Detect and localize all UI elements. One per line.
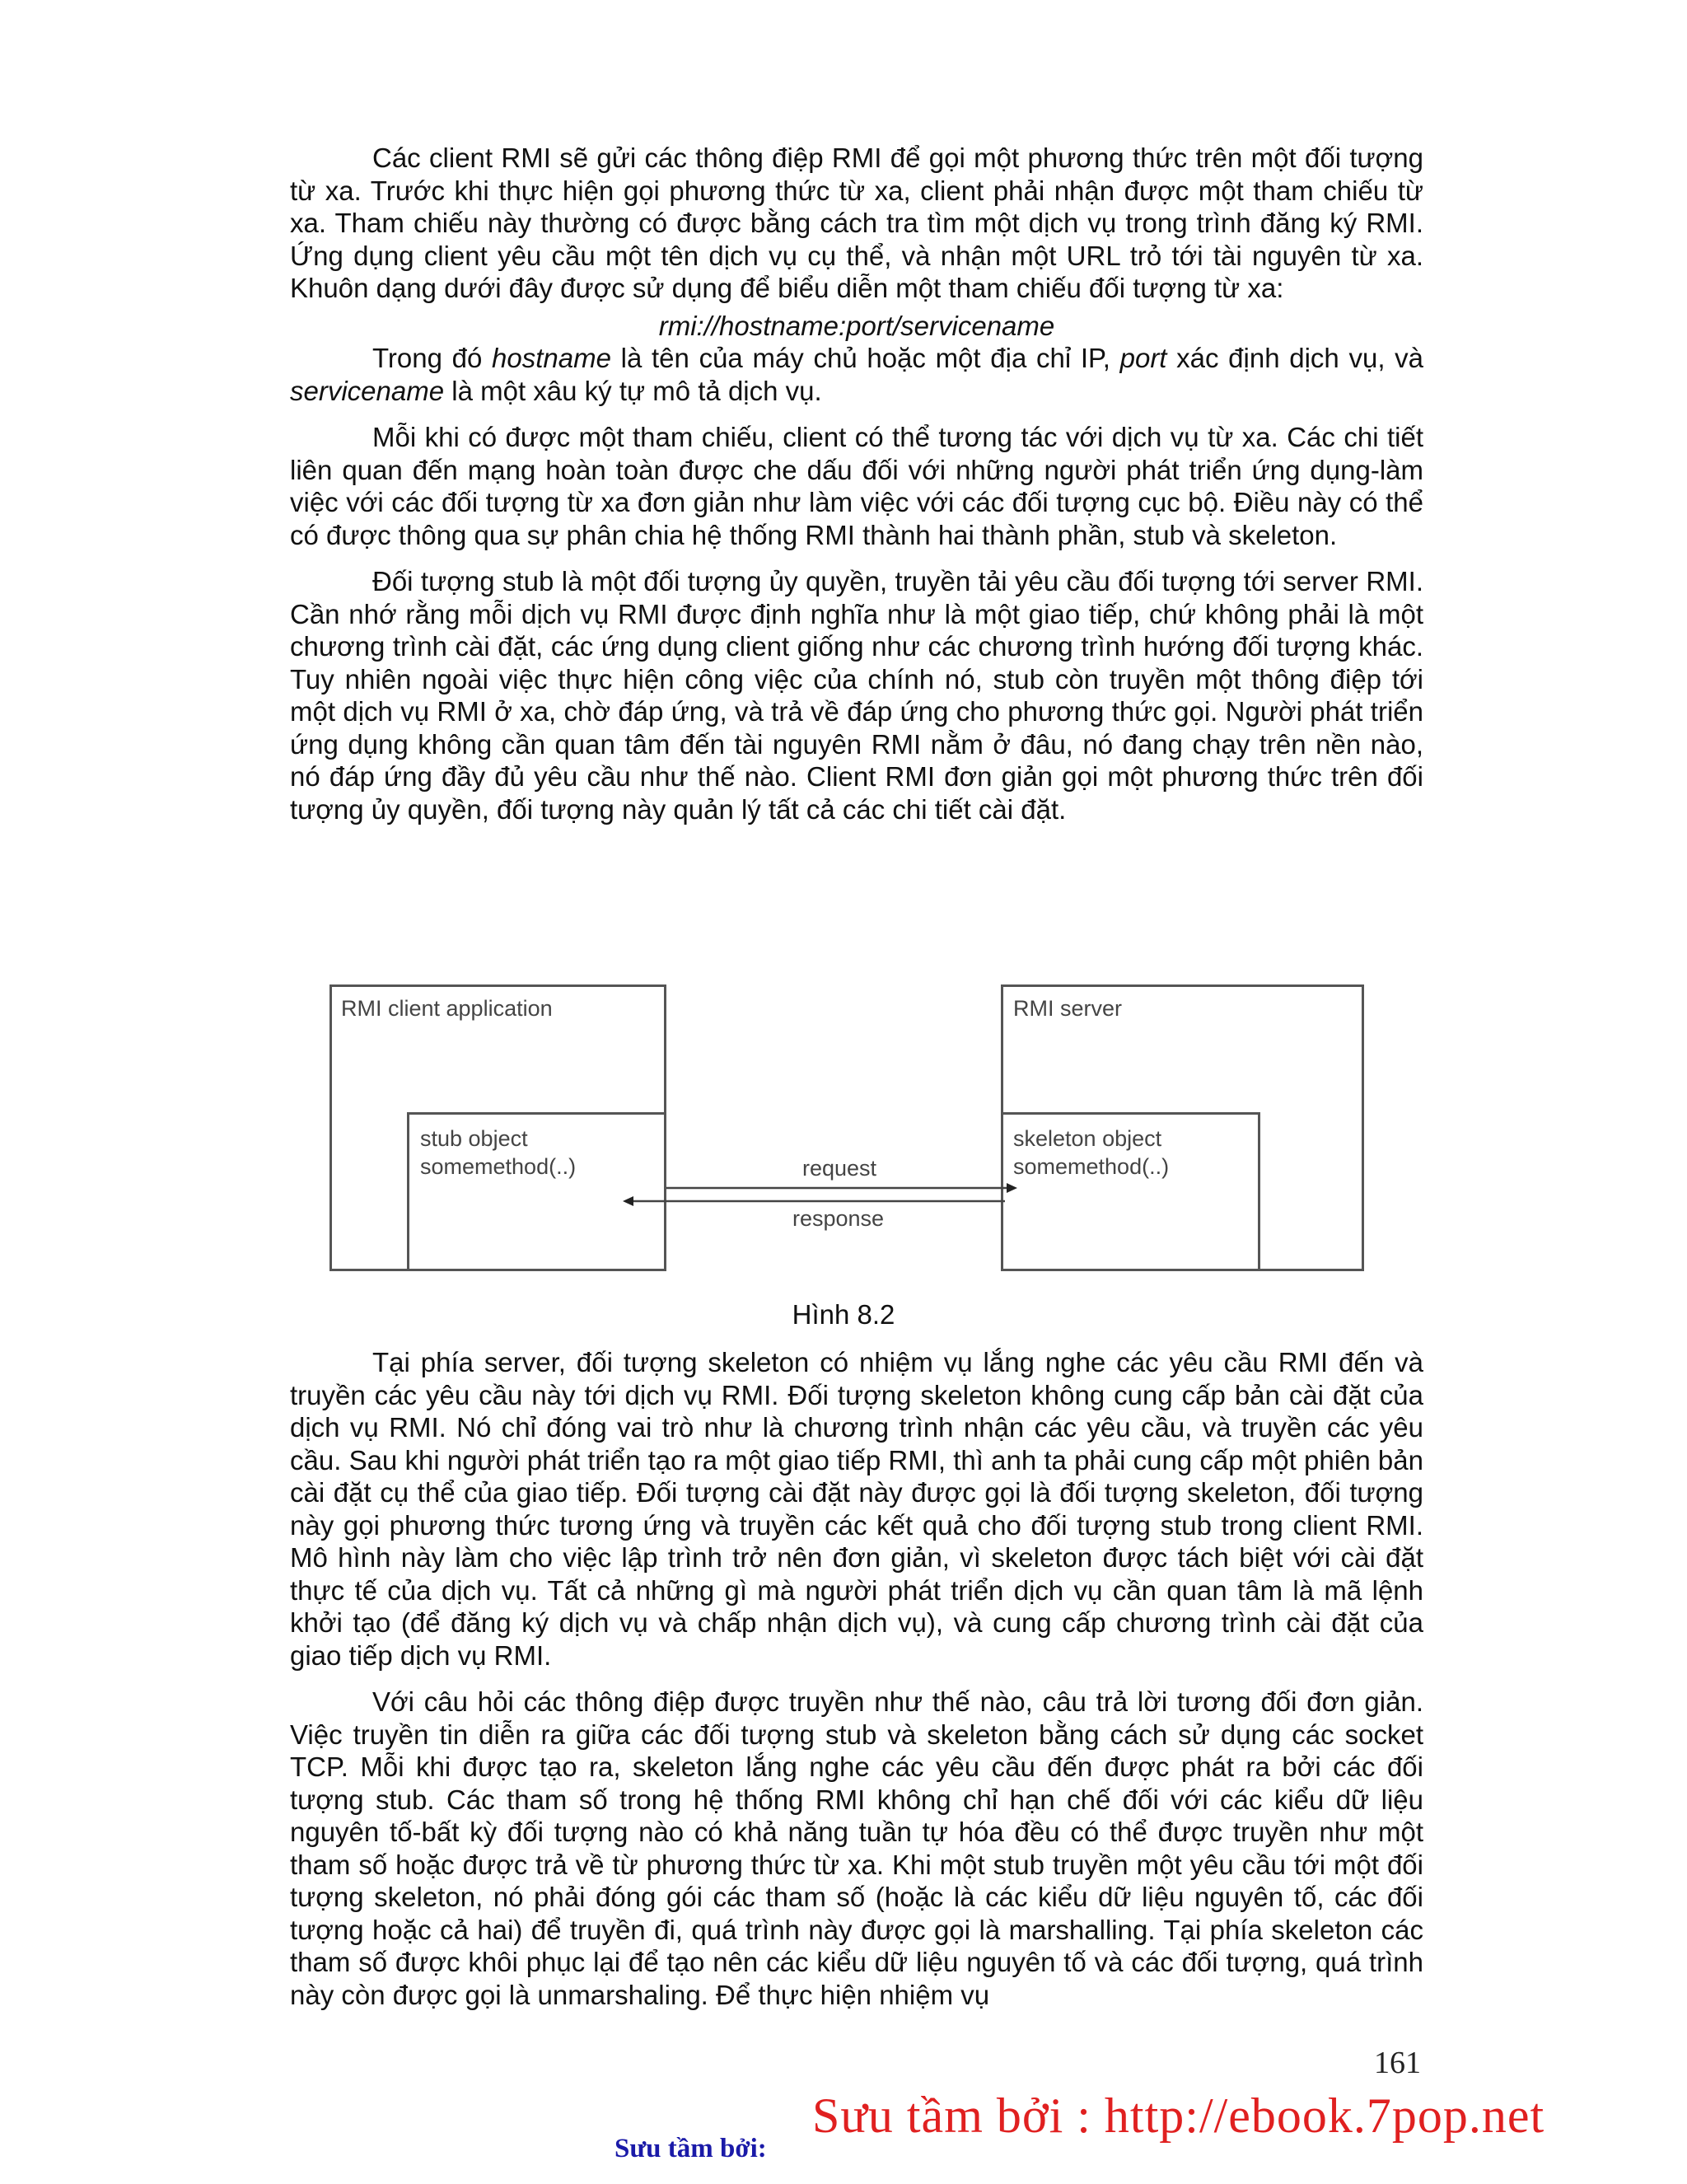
page-number: 161 <box>1374 2046 1421 2080</box>
paragraph: Với câu hỏi các thông điệp được truyền như thế nào, câu trả lời tương đối đơn giản. Việc truyền tin diễn ra giữa các đối tượng stub và skeleton bằng cách sử dụng các socket TCP. Mỗi khi được tạo ra, skeleton lắng nghe các yêu cầu đến được phát ra bởi các đối tượng stub. Các tham số trong hệ thống RMI không chỉ hạn chế đối với các kiểu dữ liệu nguyên tố-bất kỳ đối tượng nào có khả năng tuần tự hóa đều có thể được truyền như một tham số hoặc được trả về từ phương thức từ xa. Khi một stub truyền một yêu cầu tới một đối tượng skeleton, nó phải đóng gói các tham số (hoặc là các kiểu dữ liệu nguyên tố, các đối tượng hoặc cả hai) để truyền đi, quá trình này được gọi là marshalling. Tại phía skeleton các tham số được khôi phục lại để tạo nên các kiểu dữ liệu nguyên tố và các đối tượng, quá trình này còn được gọi là unmarshaling. Để thực hiện nhiệm vụ <box>290 1686 1423 2010</box>
watermark: Sưu tầm bởi : http://ebook.7pop.net <box>812 2088 1545 2143</box>
skeleton-method-label: somemethod(..) <box>1013 1154 1170 1179</box>
term-servicename: servicename <box>290 375 445 406</box>
client-app-title: RMI client application <box>341 996 553 1021</box>
rmi-diagram <box>329 984 1367 1278</box>
stub-method-label: somemethod(..) <box>420 1154 577 1179</box>
term-port: port <box>1119 343 1167 373</box>
figure-caption: Hình 8.2 <box>792 1299 895 1330</box>
arrows <box>329 984 1367 1278</box>
skeleton-object-label: skeleton object <box>1013 1126 1162 1151</box>
text-span: là một xâu ký tự mô tả dịch vụ. <box>444 375 822 406</box>
server-title: RMI server <box>1013 996 1123 1021</box>
text-span: xác định dịch vụ, và <box>1166 343 1424 373</box>
request-label: request <box>802 1156 877 1181</box>
term-hostname: hostname <box>492 343 611 373</box>
credit-label: Sưu tầm bởi: <box>615 2134 767 2163</box>
paragraph-where <box>290 342 1423 407</box>
request-arrow <box>666 1183 1017 1193</box>
body-text-bottom <box>290 1346 1423 2011</box>
paragraph: Tại phía server, đối tượng skeleton có nhiệm vụ lắng nghe các yêu cầu RMI đến và truyền các yêu cầu này tới dịch vụ RMI. Đối tượng skeleton không cung cấp bản cài đặt của dịch vụ RMI. Nó chỉ đóng vai trò như là chương trình nhận các yêu cầu, và truyền các yêu cầu. Sau khi người phát triển tạo ra một giao tiếp RMI, thì anh ta phải cung cấp một phiên bản cài đặt cụ thể của giao tiếp. Đối tượng cài đặt này được gọi là đối tượng skeleton, đối tượng này gọi phương thức tương ứng và truyền các kết quả cho đối tượng stub trong client RMI. Mô hình này làm cho việc lập trình trở nên đơn giản, vì skeleton được tách biệt với cài đặt thực tế của dịch vụ. Tất cả những gì mà người phát triển dịch vụ cần quan tâm là mã lệnh khởi tạo (để đăng ký dịch vụ và chấp nhận dịch vụ), và cung cấp chương trình cài đặt của giao tiếp dịch vụ RMI. <box>290 1347 1423 1671</box>
paragraph: Các client RMI sẽ gửi các thông điệp RMI để gọi một phương thức trên một đối tượng từ xa. Trước khi thực hiện gọi phương thức từ xa, client phải nhận được một tham chiếu từ xa. Tham chiếu này thường có được bằng cách tra tìm một dịch vụ trong trình đăng ký RMI. Ứng dụng client yêu cầu một tên dịch vụ cụ thể, và nhận một URL trỏ tới tài nguyên từ xa. Khuôn dạng dưới đây được sử dụng để biểu diễn một tham chiếu đối tượng từ xa: <box>290 143 1423 303</box>
text-span: Trong đó <box>372 343 493 373</box>
paragraph: Đối tượng stub là một đối tượng ủy quyền, truyền tải yêu cầu đối tượng tới server RMI. Cần nhớ rằng mỗi dịch vụ RMI được định nghĩa như là một giao tiếp, chứ không phải là một chương trình cài đặt, các ứng dụng client giống như các chương trình hướng đối tượng khác. Tuy nhiên ngoài việc thực hiện công việc của chính nó, stub còn truyền một thông điệp tới một dịch vụ RMI ở xa, chờ đáp ứng, và trả về đáp ứng cho phương thức gọi. Người phát triển ứng dụng không cần quan tâm đến tài nguyên RMI nằm ở đâu, nó đang chạy trên nền nào, nó đáp ứng đầy đủ yêu cầu như thế nào. Client RMI đơn giản gọi một phương thức trên đối tượng ủy quyền, đối tượng này quản lý tất cả các chi tiết cài đặt. <box>290 566 1423 825</box>
text-span: là tên của máy chủ hoặc một địa chỉ IP, <box>610 343 1120 373</box>
url-format: rmi://hostname:port/servicename <box>658 310 1055 341</box>
paragraph: Mỗi khi có được một tham chiếu, client có thể tương tác với dịch vụ từ xa. Các chi tiết liên quan đến mạng hoàn toàn được che dấu đối với những người phát triển ứng dụng-làm việc với các đối tượng từ xa đơn giản như làm việc với các đối tượng cục bộ. Điều này có thể có được thông qua sự phân chia hệ thống RMI thành hai thành phần, stub và skeleton. <box>290 422 1423 550</box>
response-label: response <box>792 1206 885 1231</box>
body-text-top <box>290 142 1423 825</box>
stub-object-label: stub object <box>420 1126 528 1151</box>
